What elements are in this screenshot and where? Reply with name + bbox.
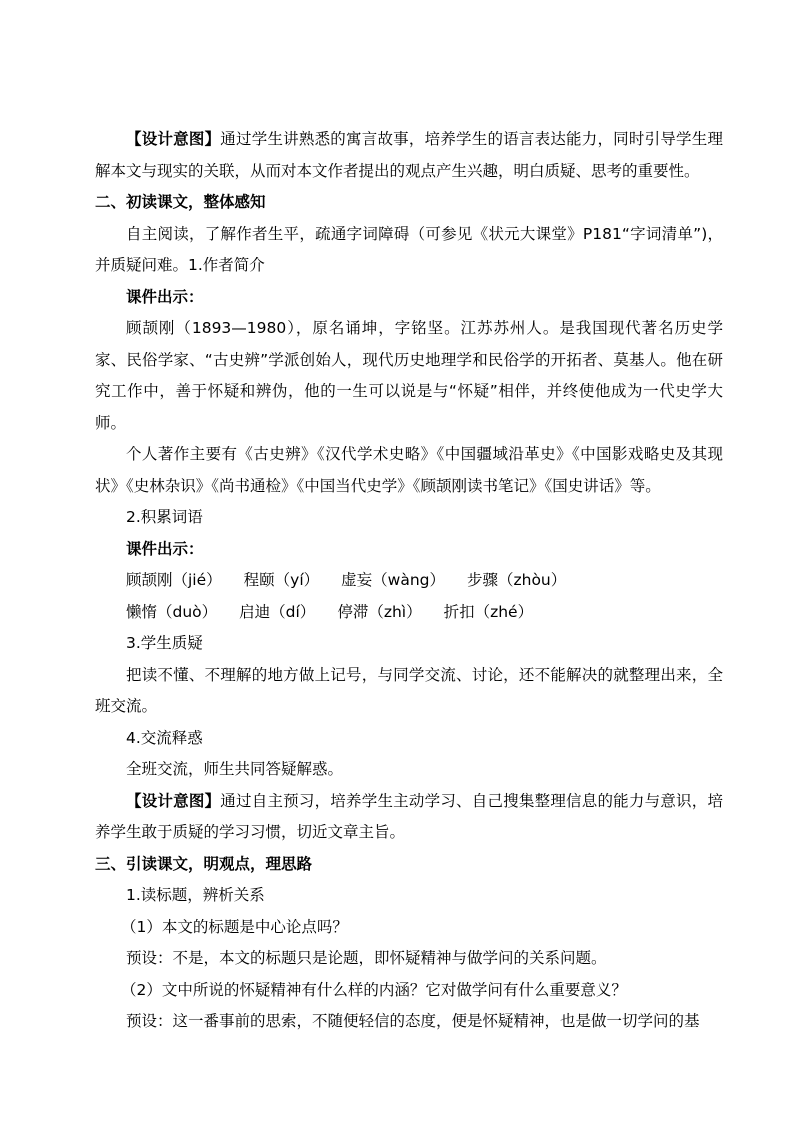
courseware-label: 课件出示： — [126, 287, 204, 306]
author-works-paragraph: 个人著作主要有《古史辨》《汉代学术史略》《中国疆域沿革史》《中国影戏略史及其现状》《史林杂识》《尚书通检》《中国当代史学》《顾颉刚读书笔记》《国史讲话》等。 — [95, 445, 723, 495]
answer-1: 预设：不是，本文的标题只是论题，即怀疑精神与做学问的关系问题。 — [126, 949, 607, 967]
vocabulary-row — [95, 597, 723, 629]
document-page — [95, 124, 723, 1038]
design-intent-tag: 【设计意图】 — [126, 130, 221, 148]
vocabulary-word: 懒惰（duò） — [126, 602, 218, 621]
item-heading-vocabulary: 2.积累词语 — [126, 508, 203, 526]
vocabulary-word: 启迪（dí） — [239, 602, 316, 621]
section-heading-2: 二、初读课文，整体感知 — [95, 193, 266, 211]
vocabulary-word: 虚妄（wàng） — [341, 571, 445, 589]
design-intent-text: 通过学生讲熟悉的寓言故事，培养学生的语言表达能力，同时引导学生理解本文与现实的关联，从而对本文作者提出的观点产生兴趣，明白质疑、思考的重要性。 — [95, 130, 723, 180]
design-intent-paragraph-2 — [95, 786, 723, 849]
intro-paragraph: 自主阅读，了解作者生平，疏通字词障碍（可参见《状元大课堂》P181“字词清单”)，并质疑问难。1.作者简介 — [95, 224, 723, 274]
discussion-paragraph: 全班交流，师生共同答疑解惑。 — [126, 760, 344, 778]
vocabulary-word: 停滞（zhì） — [337, 602, 422, 621]
vocabulary-word: 程颐（yí） — [243, 571, 320, 589]
courseware-label: 课件出示： — [126, 539, 204, 558]
design-intent-tag: 【设计意图】 — [126, 791, 221, 810]
item-heading-title-analysis: 1.读标题，辨析关系 — [126, 886, 265, 904]
author-bio-paragraph: 顾颉刚（1893—1980），原名诵坤，字铭坚。江苏苏州人。是我国现代著名历史学家、民俗学家、“古史辨”学派创始人，现代历史地理学和民俗学的开拓者、莫基人。他在研究工作中，善于怀疑和辨伪，他的一生可以说是与“怀疑”相伴，并终使他成为一代史学大师。 — [95, 319, 723, 432]
item-heading-discussion: 4.交流释惑 — [126, 728, 203, 747]
vocabulary-word: 顾颉刚（jié） — [126, 571, 222, 589]
vocabulary-word: 折扣（zhé） — [443, 602, 534, 621]
design-intent-paragraph-1 — [95, 124, 723, 187]
item-heading-questions: 3.学生质疑 — [126, 634, 203, 652]
questions-paragraph: 把读不懂、不理解的地方做上记号，与同学交流、讨论，还不能解决的就整理出来，全班交流。 — [95, 665, 723, 715]
vocabulary-word: 步骤（zhòu） — [466, 571, 567, 589]
vocabulary-row — [95, 565, 723, 597]
section-heading-3: 三、引读课文，明观点，理思路 — [95, 854, 313, 873]
question-1: （1）本文的标题是中心论点吗？ — [121, 917, 348, 936]
design-intent-text: 通过自主预习，培养学生主动学习、自己搜集整理信息的能力与意识，培养学生敢于质疑的学习习惯，切近文章主旨。 — [95, 791, 723, 841]
answer-2: 预设：这一番事前的思索，不随便轻信的态度，便是怀疑精神，也是做一切学问的基 — [126, 1012, 700, 1030]
question-2: （2）文中所说的怀疑精神有什么样的内涵？它对做学问有什么重要意义？ — [121, 980, 627, 999]
